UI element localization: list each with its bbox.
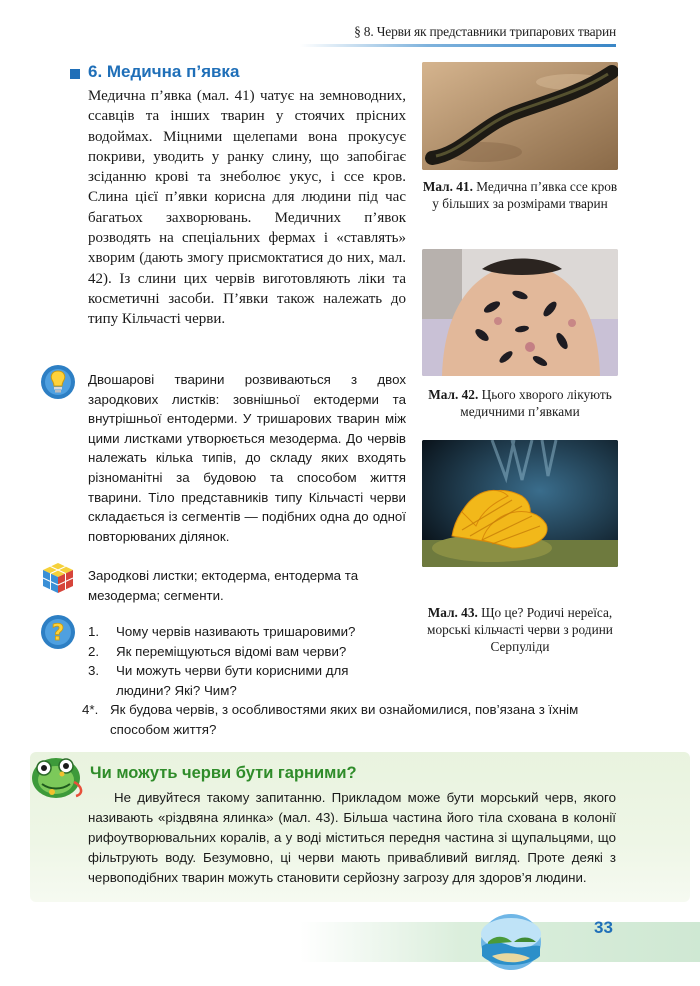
chameleon-icon [30, 752, 86, 800]
question-number: 2. [88, 643, 100, 659]
figure-42-caption [422, 386, 618, 420]
question-item [88, 642, 618, 662]
question-item [82, 700, 618, 739]
section-paragraph: Медична п’явка (мал. 41) чатує на земноводних, ссавців та інших тварин у стоячих прісних водоймах. Міцними щелепами вона прокусує покриви, уводить у ранку слину, що запобігає зсіданню крові та знеболює укус, і ссе кров. Слина цієї п’явки корисна для людини під час багатьох захворювань. Медичних п’явок розводять на спеціальних фермах і «ставлять» хворим (дають змогу присмоктатися до них, мал. 42). Із слини цих червів виготовляють ліки та косметичні засоби. П’явки також належать до типу Кільчасті черви. [88, 88, 406, 328]
question-number: 4*. [82, 702, 99, 718]
questions-list [82, 622, 618, 740]
question-text: Чи можуть черви бути корисними для людини? Які? Чим? [116, 663, 349, 698]
svg-text:?: ? [51, 621, 65, 646]
figure-42-text: Цього хворого лікують медичними п’явками [460, 387, 612, 419]
figure-41-leech-photo [422, 62, 618, 170]
section-bullet-square [70, 69, 80, 79]
question-item [88, 661, 406, 700]
running-header: § 8. Черви як представники трипарових тварин [354, 24, 616, 39]
header-rule [300, 44, 616, 47]
section-body [88, 86, 406, 330]
question-number: 1. [88, 624, 100, 639]
question-number: 3. [88, 663, 100, 679]
question-text: Як будова червів, з особливостями яких ви ознайомилися, пов’язана з їхнім способом життя? [110, 702, 579, 737]
box-paragraph: Не дивуйтеся такому запитанню. Прикладом може бути морський черв, якого називають «різдвяна ялинка» (мал. 43). Більша частина його тіла схована в колонії рифоутворювальних коралів, а у воді міститься передня частина зі щупальцями, що фільтрують воду. Безумовно, ці черви мають привабливий вигляд. Проте деякі з червоподібних тварин можуть становити серйозну загрозу для здоров’я людини. [88, 790, 616, 885]
box-body [88, 788, 616, 888]
question-item [88, 622, 618, 642]
box-title: Чи можуть черви бути гарними? [90, 764, 357, 782]
figure-41-label: Мал. 41. [422, 179, 473, 194]
question-text: Як переміщуються відомі вам черви? [116, 643, 347, 659]
info-paragraph: Двошарові тварини розвиваються з двох зародкових листків: зовнішньої ектодерми та внутрішньої ентодерми. У тришарових тварин між цими листками утворюється мезодерма. До червів належать кілька типів, до складу яких входять різноманітні за будовою та способом життя тварини. Тіло представників типу Кільчасті черви складається із сегментів — подібних одна до одної повторюваних ділянок. [88, 372, 406, 544]
figure-42-label: Мал. 42. [428, 387, 479, 402]
question-text: Чому червів називають тришаровими? [116, 624, 356, 639]
figure-41-caption [422, 178, 618, 212]
page-number: 33 [594, 918, 613, 937]
lightbulb-icon [40, 364, 76, 400]
figure-41-text: Медична п’явка ссе кров у більших за розмірами тварин [432, 179, 618, 211]
key-terms: Зародкові листки; ектодерма, ентодерма та мезодерма; сегменти. [88, 568, 359, 603]
figure-43-worm-photo [422, 440, 618, 567]
question-mark-icon [40, 614, 76, 650]
cube-icon [40, 560, 76, 596]
globe-landscape-icon [478, 912, 544, 972]
figure-43-text: Що це? Родичі нереїса, морські кільчасті черви з родини Серпуліди [427, 605, 613, 654]
section-title: 6. Медична п’явка [88, 62, 240, 81]
figure-43-label: Мал. 43. [427, 605, 478, 620]
figure-42-patient-photo [422, 249, 618, 376]
